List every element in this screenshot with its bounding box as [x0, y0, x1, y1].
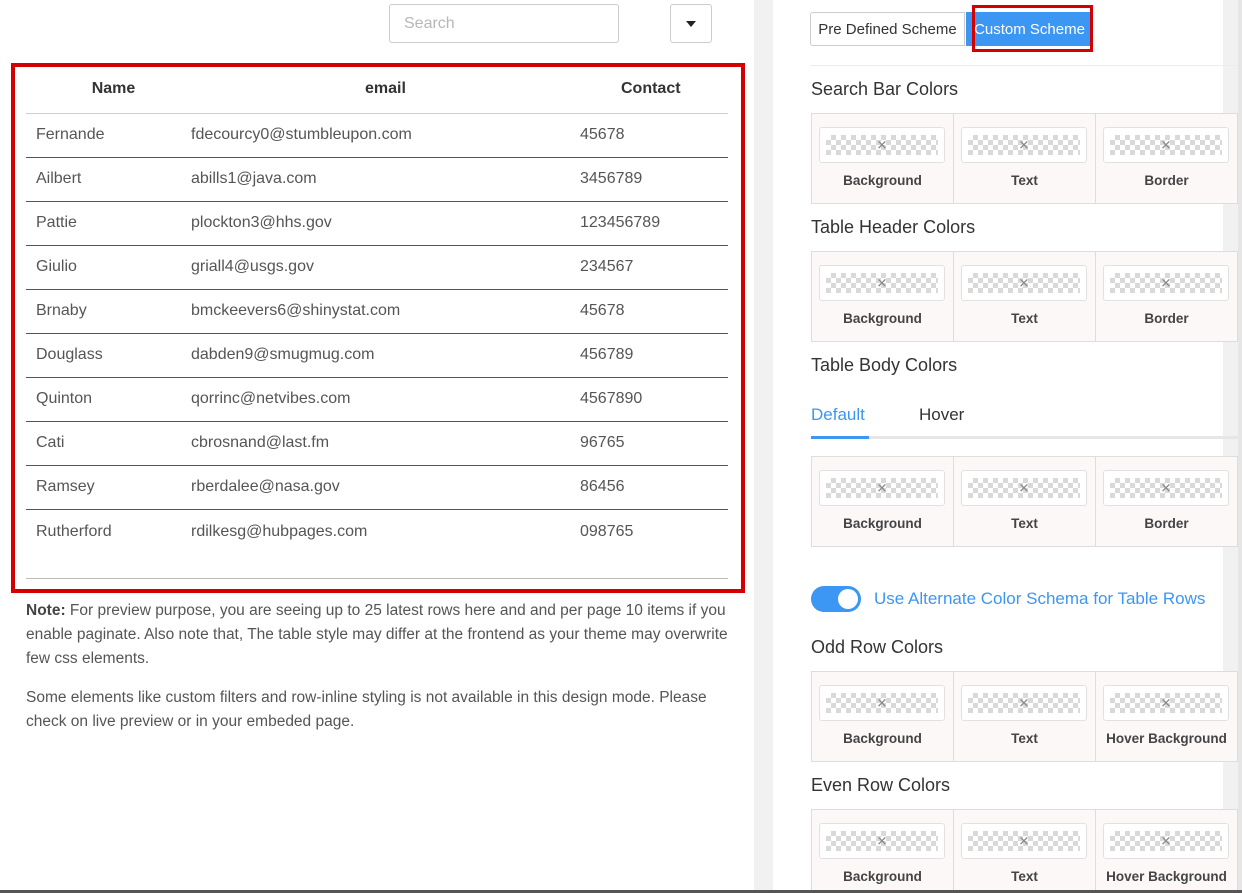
search-input[interactable]	[389, 4, 619, 43]
swatch-label: Border	[1144, 311, 1189, 326]
swatch-label: Text	[1011, 311, 1038, 326]
table-header-color-pickers	[811, 251, 1238, 342]
note-label: Note:	[26, 602, 66, 619]
close-icon[interactable]: ✕	[1018, 275, 1030, 291]
table-header-border-picker	[1096, 252, 1237, 341]
cell-email: cbrosnand@last.fm	[191, 421, 580, 465]
filter-dropdown-button[interactable]	[670, 4, 712, 43]
even-row-color-pickers	[811, 809, 1238, 893]
color-swatch[interactable]	[1103, 685, 1229, 721]
table-row	[26, 289, 728, 333]
color-settings-panel	[773, 0, 1227, 890]
table-row	[26, 377, 728, 421]
tab-hover[interactable]: Hover	[919, 405, 965, 424]
color-swatch[interactable]	[961, 470, 1087, 506]
section-divider	[810, 65, 1240, 66]
cell-email: fdecourcy0@stumbleupon.com	[191, 113, 580, 157]
color-swatch[interactable]	[1103, 265, 1229, 301]
scrollbar[interactable]	[1238, 0, 1242, 890]
table-header-colors-title: Table Header Colors	[811, 217, 976, 237]
table-header-text-picker	[954, 252, 1096, 341]
color-swatch[interactable]	[1103, 127, 1229, 163]
cell-name: Ramsey	[26, 465, 191, 509]
alternate-rows-toggle-label[interactable]: Use Alternate Color Schema for Table Rows	[874, 589, 1206, 608]
close-icon[interactable]: ✕	[876, 833, 888, 849]
cell-email: rberdalee@nasa.gov	[191, 465, 580, 509]
even-row-background-picker	[812, 810, 954, 893]
cell-name: Giulio	[26, 245, 191, 289]
cell-name: Douglass	[26, 333, 191, 377]
search-bar-color-pickers	[811, 113, 1238, 204]
swatch-label: Text	[1011, 516, 1038, 531]
table-row	[26, 201, 728, 245]
column-header-name[interactable]: Name	[26, 66, 191, 113]
close-icon[interactable]: ✕	[876, 480, 888, 496]
swatch-label: Background	[843, 869, 922, 884]
swatch-label: Text	[1011, 869, 1038, 884]
even-row-hover-background-picker	[1096, 810, 1237, 893]
color-swatch[interactable]	[819, 685, 945, 721]
color-swatch[interactable]	[819, 127, 945, 163]
odd-row-hover-background-picker	[1096, 672, 1237, 761]
tab-underline	[811, 436, 1238, 439]
close-icon[interactable]: ✕	[1018, 695, 1030, 711]
cell-email: bmckeevers6@shinystat.com	[191, 289, 580, 333]
search-bar-border-picker	[1096, 114, 1237, 203]
cell-name: Fernande	[26, 113, 191, 157]
cell-name: Rutherford	[36, 523, 112, 541]
swatch-label: Background	[843, 173, 922, 188]
swatch-label: Background	[843, 731, 922, 746]
cell-name: Cati	[26, 421, 191, 465]
odd-row-text-picker	[954, 672, 1096, 761]
close-icon[interactable]: ✕	[1018, 833, 1030, 849]
search-bar-background-picker	[812, 114, 954, 203]
search-bar-text-picker	[954, 114, 1096, 203]
swatch-label: Background	[843, 516, 922, 531]
cell-contact: 123456789	[580, 201, 728, 245]
settings-sidebar	[754, 0, 1242, 890]
color-swatch[interactable]	[961, 127, 1087, 163]
toggle-knob	[838, 589, 858, 609]
chevron-down-icon	[686, 21, 696, 27]
swatch-label: Background	[843, 311, 922, 326]
tab-default[interactable]: Default	[811, 405, 865, 424]
table-header-background-picker	[812, 252, 954, 341]
color-swatch[interactable]	[1103, 823, 1229, 859]
close-icon[interactable]: ✕	[1018, 137, 1030, 153]
close-icon[interactable]: ✕	[1160, 275, 1172, 291]
alternate-rows-toggle[interactable]	[811, 586, 861, 612]
cell-name: Pattie	[26, 201, 191, 245]
active-tab-indicator	[811, 436, 869, 439]
color-swatch[interactable]	[819, 823, 945, 859]
cell-email: dabden9@smugmug.com	[191, 333, 580, 377]
close-icon[interactable]: ✕	[1160, 137, 1172, 153]
color-swatch[interactable]	[961, 265, 1087, 301]
close-icon[interactable]: ✕	[1160, 695, 1172, 711]
cell-contact: 456789	[580, 333, 728, 377]
cell-email: abills1@java.com	[191, 157, 580, 201]
swatch-label: Border	[1144, 173, 1189, 188]
table-body-border-picker	[1096, 457, 1237, 546]
table-row	[26, 421, 728, 465]
design-mode-note: Some elements like custom filters and row-inline styling is not available in this design mode. Please check on live preview or in your embeded page.	[26, 689, 707, 730]
table-row	[26, 333, 728, 377]
cell-contact: 3456789	[580, 157, 728, 201]
even-row-colors-title: Even Row Colors	[811, 775, 951, 795]
cell-contact: 45678	[580, 289, 728, 333]
column-header-contact[interactable]: Contact	[580, 66, 728, 113]
close-icon[interactable]: ✕	[876, 695, 888, 711]
table-body-colors-title: Table Body Colors	[811, 355, 958, 375]
table-body-background-picker	[812, 457, 954, 546]
cell-email: rdilkesg@hubpages.com	[191, 523, 368, 541]
table-row	[26, 157, 728, 201]
note-text: For preview purpose, you are seeing up to 25 latest rows here and and per page 10 items if you enable paginate. Also note that, The table style may differ at the frontend as your theme may overwrite few css elements.	[26, 602, 728, 667]
table-body-text-picker	[954, 457, 1096, 546]
custom-scheme-tab[interactable]: Custom Scheme	[966, 12, 1093, 46]
data-table	[26, 66, 728, 555]
even-row-text-picker	[954, 810, 1096, 893]
table-row	[26, 113, 728, 157]
odd-row-colors-title: Odd Row Colors	[811, 637, 944, 657]
cell-name: Brnaby	[26, 289, 191, 333]
cell-contact: 098765	[580, 523, 634, 541]
table-row	[26, 465, 728, 509]
close-icon[interactable]: ✕	[876, 275, 888, 291]
swatch-label: Hover Background	[1106, 869, 1227, 884]
column-header-email[interactable]: email	[191, 66, 580, 113]
table-row	[26, 509, 728, 555]
cell-email: qorrinc@netvibes.com	[191, 377, 580, 421]
cell-email: griall4@usgs.gov	[191, 245, 580, 289]
preview-note	[26, 599, 741, 671]
cell-email: plockton3@hhs.gov	[191, 201, 580, 245]
table-row	[26, 245, 728, 289]
close-icon[interactable]: ✕	[876, 137, 888, 153]
cell-name: Quinton	[26, 377, 191, 421]
color-swatch[interactable]	[1103, 470, 1229, 506]
predefined-scheme-tab[interactable]: Pre Defined Scheme	[810, 12, 965, 46]
close-icon[interactable]: ✕	[1018, 480, 1030, 496]
color-swatch[interactable]	[819, 470, 945, 506]
swatch-label: Text	[1011, 731, 1038, 746]
search-bar-colors-title: Search Bar Colors	[811, 79, 959, 99]
cell-contact: 4567890	[580, 377, 728, 421]
color-swatch[interactable]	[819, 265, 945, 301]
cell-contact: 234567	[580, 245, 728, 289]
odd-row-background-picker	[812, 672, 954, 761]
table-footer-divider	[26, 578, 728, 579]
swatch-label: Border	[1144, 516, 1189, 531]
close-icon[interactable]: ✕	[1160, 480, 1172, 496]
swatch-label: Text	[1011, 173, 1038, 188]
table-header-row	[26, 66, 728, 113]
cell-contact: 45678	[580, 113, 728, 157]
odd-row-color-pickers	[811, 671, 1238, 762]
table-body-color-pickers	[811, 456, 1238, 547]
color-swatch[interactable]	[961, 685, 1087, 721]
cell-contact: 86456	[580, 465, 728, 509]
close-icon[interactable]: ✕	[1160, 833, 1172, 849]
cell-contact: 96765	[580, 421, 728, 465]
cell-name: Ailbert	[26, 157, 191, 201]
swatch-label: Hover Background	[1106, 731, 1227, 746]
color-swatch[interactable]	[961, 823, 1087, 859]
